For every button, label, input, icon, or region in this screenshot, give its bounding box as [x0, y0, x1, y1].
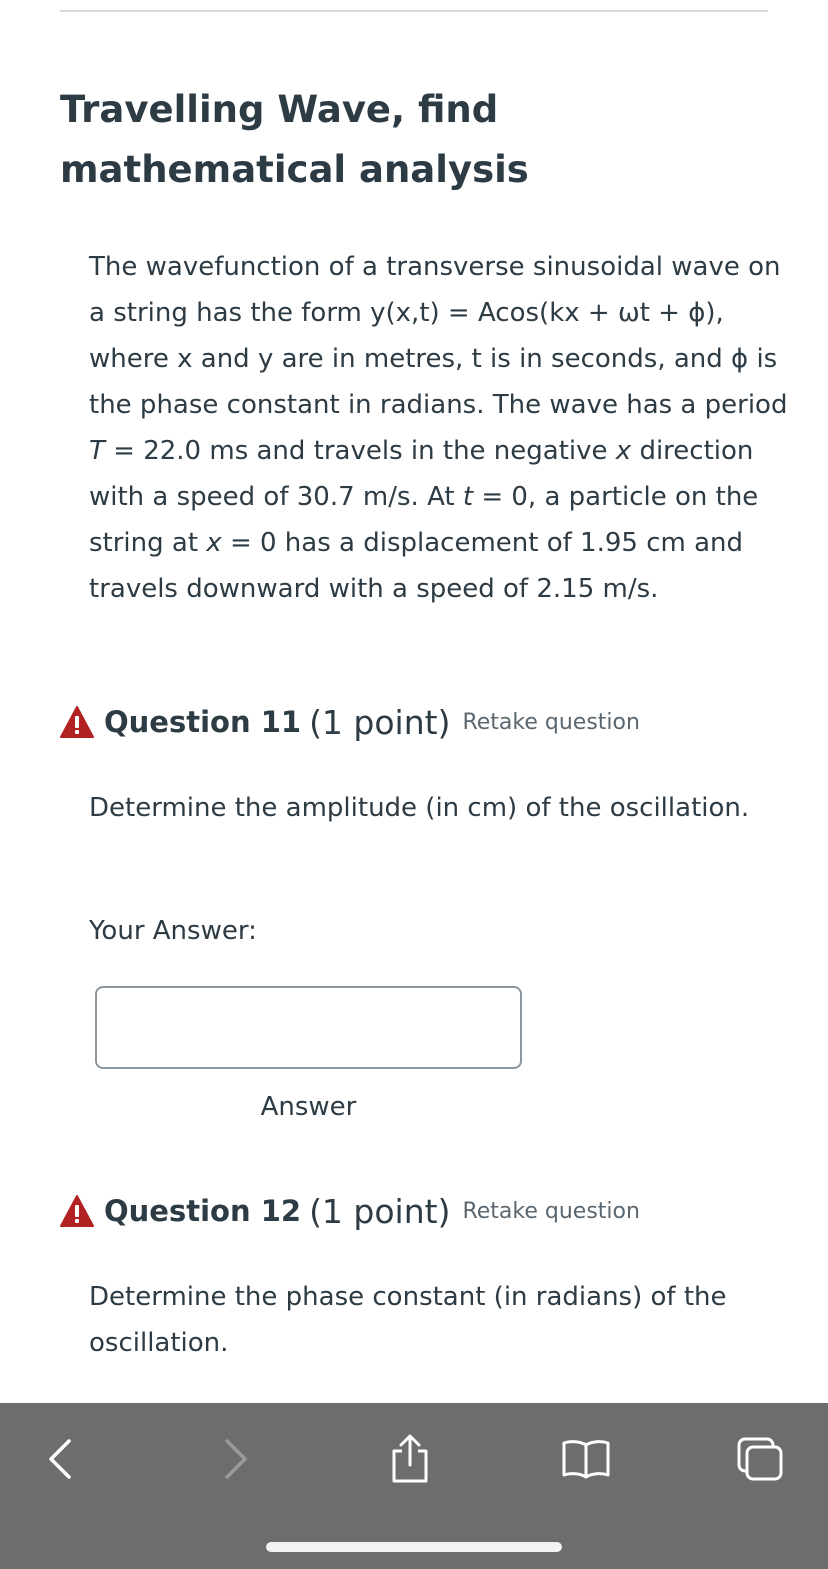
- share-button[interactable]: [380, 1431, 440, 1487]
- forward-icon: [221, 1437, 251, 1481]
- stem-text-1: The wavefunction of a transverse sinusoidal wave on a string has the form y(x,t) = Acos(kx + ωt + ϕ), where x and y are in metres, t is in seconds, and ϕ is the phase constant in radians. The wave has a period: [89, 252, 788, 420]
- tabs-button[interactable]: [730, 1431, 790, 1487]
- tabs-icon: [735, 1435, 785, 1483]
- stem-var-t: t: [462, 482, 474, 512]
- question-12-points: (1 point): [309, 1191, 451, 1231]
- retake-question-12-link[interactable]: Retake question: [462, 1198, 640, 1224]
- home-indicator[interactable]: [266, 1542, 562, 1552]
- share-icon: [388, 1433, 432, 1485]
- question-12-title: Question 12: [104, 1194, 302, 1228]
- question-11-answer-input[interactable]: [95, 986, 522, 1069]
- question-11-text: Determine the amplitude (in cm) of the oscillation.: [89, 793, 750, 823]
- forward-button[interactable]: [206, 1431, 266, 1487]
- bookmarks-icon: [560, 1437, 612, 1481]
- stem-var-x2: x: [206, 528, 222, 558]
- question-11-points: (1 point): [309, 702, 451, 742]
- stem-var-T: T: [89, 436, 105, 466]
- stem-text-4: = 0, a particle on the string at: [89, 482, 759, 558]
- page-title: Travelling Wave, find mathematical analysis: [60, 88, 529, 191]
- answer-caption: Answer: [260, 1092, 357, 1122]
- stem-text-5: = 0 has a displacement of 1.95 cm and travels downward with a speed of 2.15 m/s.: [89, 528, 743, 604]
- stem-text-2: = 22.0 ms and travels in the negative: [104, 436, 616, 466]
- divider: [60, 10, 768, 12]
- warning-icon: [60, 1195, 94, 1227]
- stem-text-3: direction with a speed of 30.7 m/s. At: [89, 436, 754, 512]
- your-answer-label: Your Answer:: [89, 916, 257, 946]
- question-12-header: [60, 1189, 640, 1233]
- question-stem: [89, 244, 789, 612]
- retake-question-11-link[interactable]: Retake question: [462, 709, 640, 735]
- question-12-text: Determine the phase constant (in radians) of the oscillation.: [89, 1282, 727, 1358]
- warning-icon: [60, 706, 94, 738]
- bookmarks-button[interactable]: [556, 1431, 616, 1487]
- question-11-header: [60, 700, 640, 744]
- back-button[interactable]: [30, 1431, 90, 1487]
- question-11-title: Question 11: [104, 705, 302, 739]
- stem-var-x: x: [615, 436, 632, 466]
- back-icon: [45, 1437, 75, 1481]
